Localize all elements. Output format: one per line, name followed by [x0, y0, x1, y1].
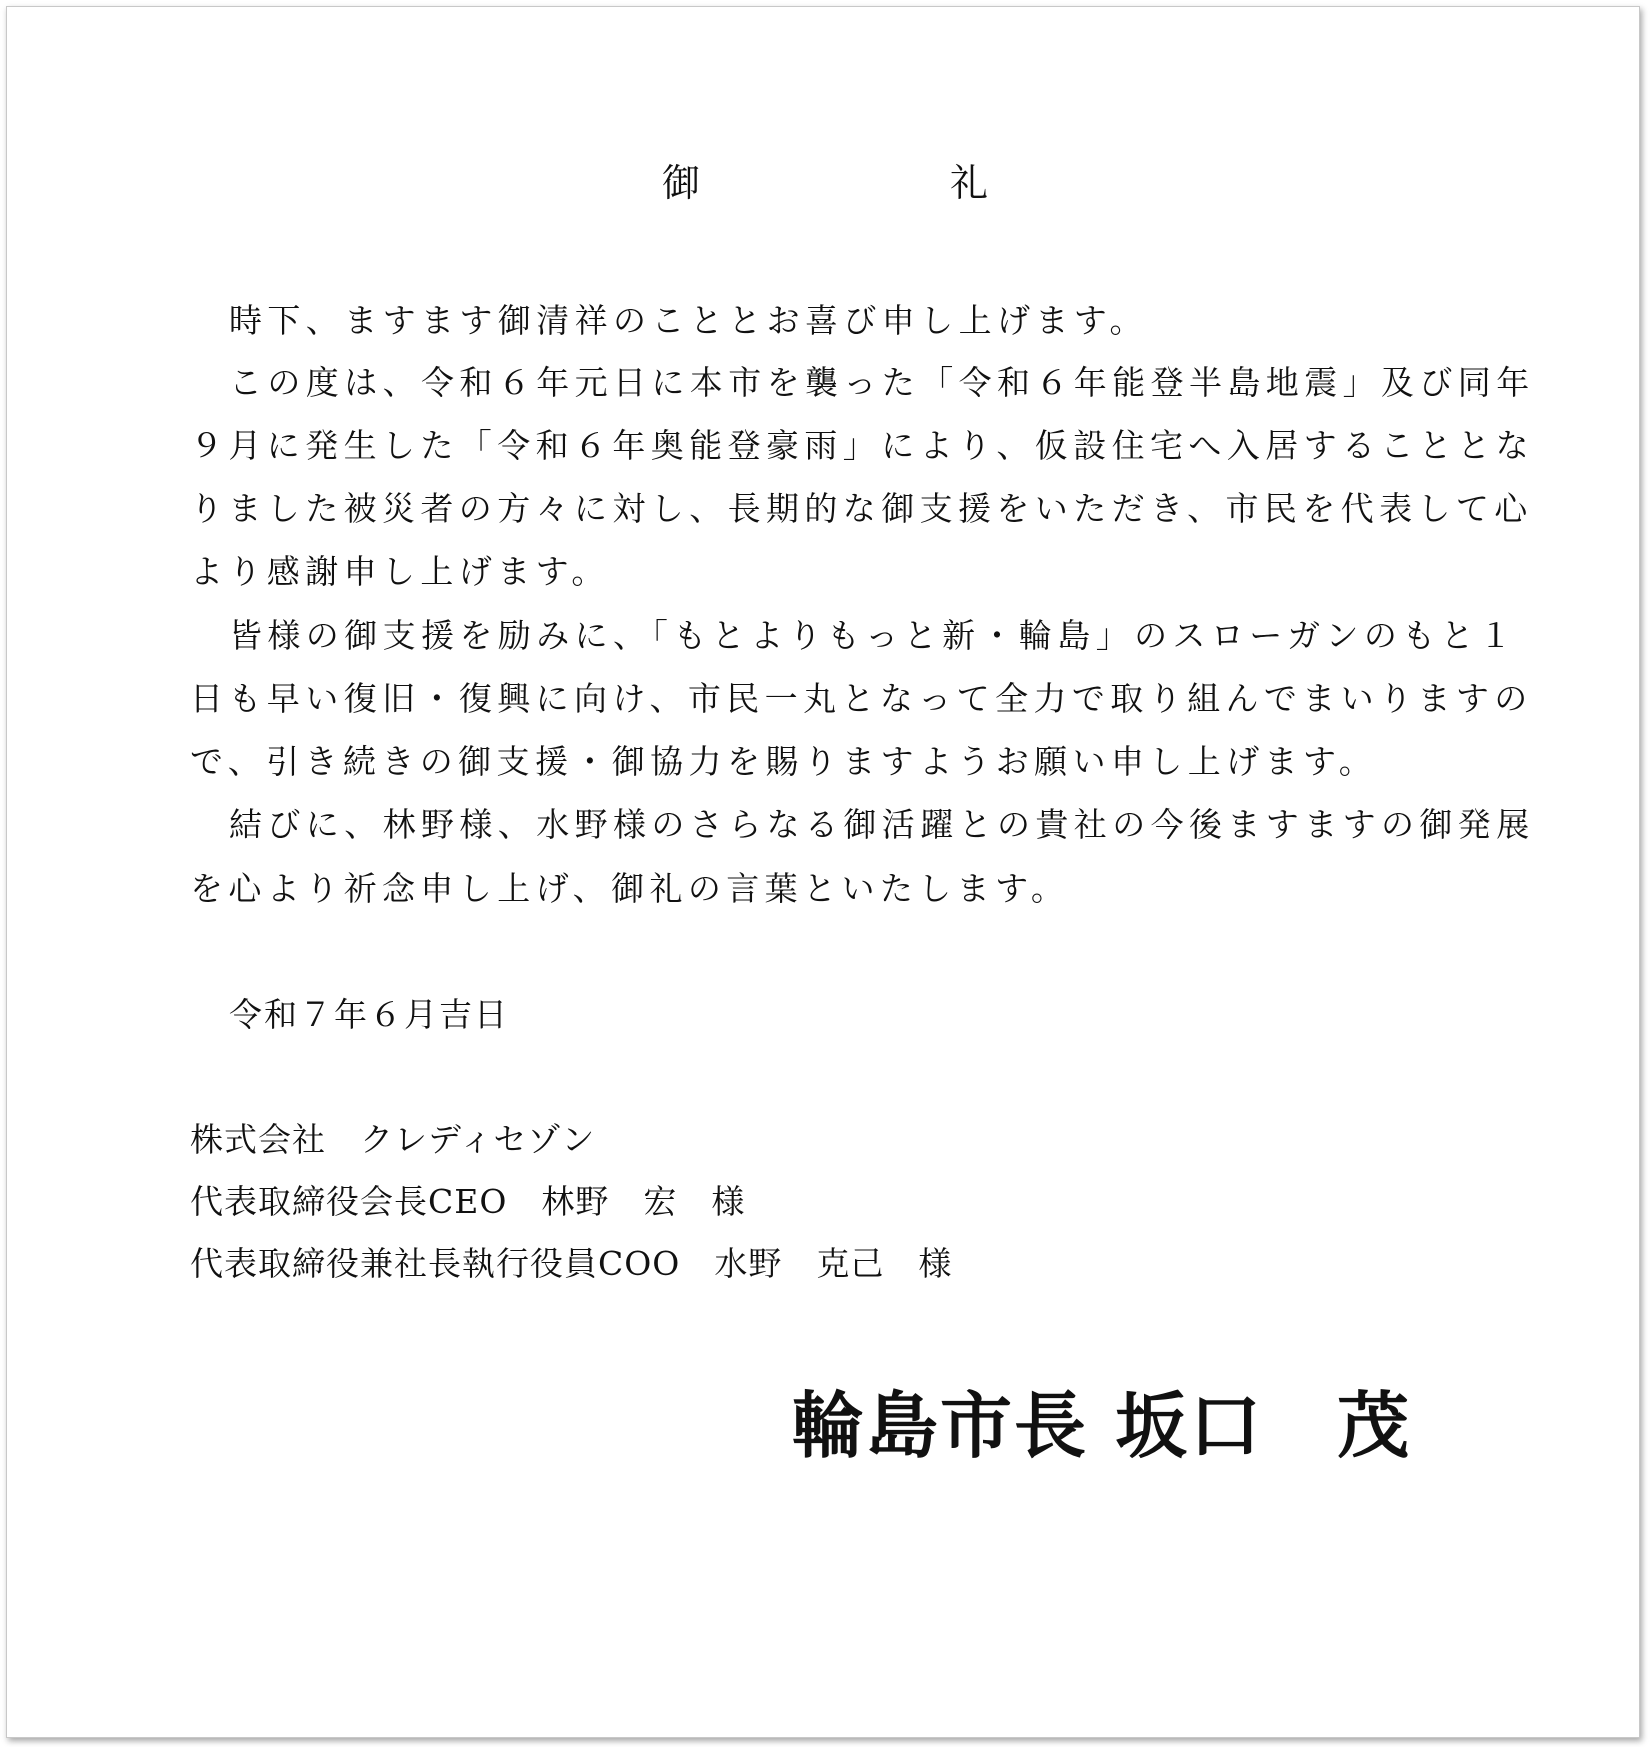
addressee-company: 株式会社 クレディセゾン	[190, 1120, 596, 1159]
body-line: 日も早い復旧・復興に向け、市民一丸となって全力で取り組んでまいりますの	[190, 679, 1533, 718]
body-line: 時下、ますます御清祥のこととお喜び申し上げます。	[229, 301, 1148, 340]
body-line: 結びに、林野様、水野様のさらなる御活躍との貴社の今後ますますの御発展	[229, 805, 1535, 844]
body-line: を心より祈念申し上げ、御礼の言葉といたします。	[190, 869, 1070, 908]
addressee-person-1: 代表取締役会長CEO 林野 宏 様	[190, 1182, 746, 1221]
body-line: で、引き続きの御支援・御協力を賜りますようお願い申し上げます。	[190, 742, 1378, 781]
letter-title: 御 礼	[661, 161, 1046, 205]
addressee-person-2: 代表取締役兼社長執行役員COO 水野 克己 様	[190, 1244, 953, 1283]
body-line: りました被災者の方々に対し、長期的な御支援をいただき、市民を代表して心	[190, 489, 1533, 528]
letter-date: 令和７年６月吉日	[229, 995, 509, 1034]
body-line: 皆様の御支援を励みに、「もとよりもっと新・輪島」のスローガンのもと１	[229, 616, 1518, 655]
mayor-signature: 輪島市長 坂口 茂	[792, 1383, 1412, 1468]
body-line: ９月に発生した「令和６年奥能登豪雨」により、仮設住宅へ入居することとな	[190, 426, 1534, 465]
body-line: この度は、令和６年元日に本市を襲った「令和６年能登半島地震」及び同年	[229, 363, 1535, 402]
body-line: より感謝申し上げます。	[190, 552, 610, 591]
